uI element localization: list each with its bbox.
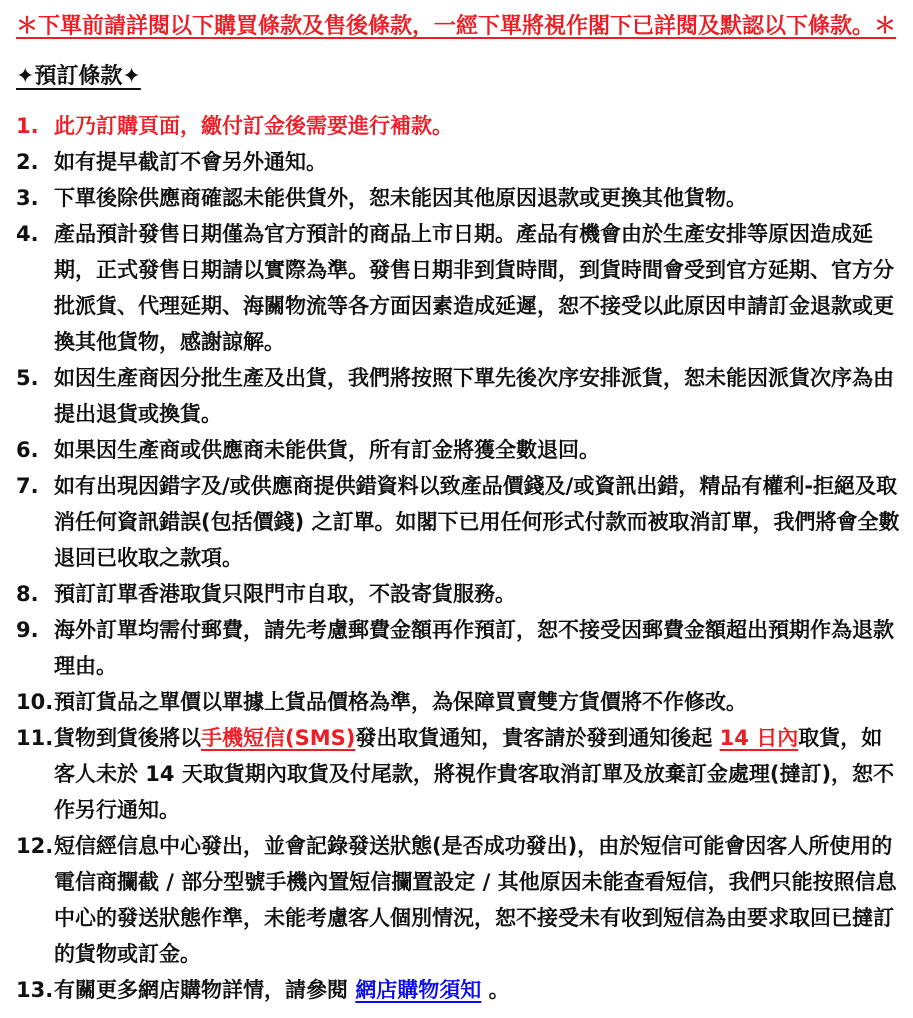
term-number: 13. xyxy=(16,978,54,1002)
term-text xyxy=(54,468,907,576)
term-segment: 如果因生產商或供應商未能供貨，所有訂金將獲全數退回。 xyxy=(54,438,600,462)
term-segment: 如有出現因錯字及/或供應商提供錯資料以致產品價錢及/或資訊出錯，精品有權利-拒絕及取消任何資訊錯誤(包括價錢) 之訂單。如閣下已用任何形式付款而被取消訂單，我們將會全數退回已收取之款項。 xyxy=(54,474,900,570)
term-segment: 取貨，如客人未於 14 天取貨期內取貨及付尾款，將視作貴客取消訂單及放棄訂金處理(撻訂)，恕不作另行通知。 xyxy=(54,726,895,822)
term-number: 9. xyxy=(16,618,39,642)
term-text xyxy=(54,216,907,360)
term-item xyxy=(6,468,907,576)
term-segment: 下單後除供應商確認未能供貨外，恕未能因其他原因退款或更換其他貨物。 xyxy=(54,186,747,210)
section-title: ✦預訂條款✦ xyxy=(16,64,141,89)
term-segment: 有關更多網店購物詳情，請參閱 xyxy=(54,978,356,1002)
term-segment: 此乃訂購頁面，繳付訂金後需要進行補款。 xyxy=(54,114,453,138)
term-item xyxy=(6,720,907,828)
term-number: 3. xyxy=(16,186,39,210)
term-text xyxy=(54,972,907,1008)
term-item xyxy=(6,432,907,468)
term-segment: 如因生產商因分批生產及出貨，我們將按照下單先後次序安排派貨，恕未能因派貨次序為由提出退貨或換貨。 xyxy=(54,366,894,426)
term-item xyxy=(6,576,907,612)
term-segment: 如有提早截訂不會另外通知。 xyxy=(54,150,327,174)
term-segment: 貨物到貨後將以 xyxy=(54,726,201,750)
term-text xyxy=(54,576,907,612)
term-text xyxy=(54,828,907,972)
term-item xyxy=(6,612,907,684)
term-segment: 14 日內 xyxy=(719,726,799,750)
term-number: 11. xyxy=(16,726,54,750)
term-segment: 短信經信息中心發出，並會記錄發送狀態(是否成功發出)，由於短信可能會因客人所使用的電信商攔截 / 部分型號手機內置短信攔置設定 / 其他原因未能查看短信，我們只能按照信息中心的發送狀態作準，未能考慮客人個別情況，恕不接受未有收到短信為由要求取回已撻訂的貨物或訂金。 xyxy=(54,834,897,966)
term-text xyxy=(54,180,907,216)
term-number: 5. xyxy=(16,366,39,390)
term-item xyxy=(6,972,907,1008)
term-number: 6. xyxy=(16,438,39,462)
term-segment: 產品預計發售日期僅為官方預計的商品上市日期。產品有機會由於生產安排等原因造成延期，正式發售日期請以實際為準。發售日期非到貨時間，到貨時間會受到官方延期、官方分批派貨、代理延期、海關物流等各方面因素造成延遲，恕不接受以此原因申請訂金退款或更換其他貨物，感謝諒解。 xyxy=(54,222,894,354)
term-segment: 預訂貨品之單價以單據上貨品價格為準，為保障買賣雙方貨價將不作修改。 xyxy=(54,690,747,714)
term-item xyxy=(6,360,907,432)
term-text xyxy=(54,108,907,144)
term-item xyxy=(6,684,907,720)
term-item xyxy=(6,216,907,360)
term-segment: 海外訂單均需付郵費，請先考慮郵費金額再作預訂，恕不接受因郵費金額超出預期作為退款理由。 xyxy=(54,618,894,678)
term-text xyxy=(54,684,907,720)
term-text xyxy=(54,360,907,432)
term-segment: 手機短信(SMS) xyxy=(201,726,356,750)
term-text xyxy=(54,432,907,468)
term-number: 4. xyxy=(16,222,39,246)
notice-header: ＊下單前請詳閱以下購買條款及售後條款，一經下單將視作閣下已詳閱及默認以下條款。＊ xyxy=(16,14,897,39)
term-segment: 。 xyxy=(481,978,510,1002)
term-number: 10. xyxy=(16,690,54,714)
term-item xyxy=(6,828,907,972)
term-number: 12. xyxy=(16,834,54,858)
term-segment: 發出取貨通知，貴客請於發到通知後起 xyxy=(355,726,720,750)
term-number: 8. xyxy=(16,582,39,606)
term-item xyxy=(6,180,907,216)
term-text xyxy=(54,144,907,180)
term-number: 7. xyxy=(16,474,39,498)
preorder-terms-page xyxy=(6,12,907,1008)
term-segment: 預訂訂單香港取貨只限門市自取，不設寄貨服務。 xyxy=(54,582,516,606)
term-number: 1. xyxy=(16,114,39,138)
term-item xyxy=(6,144,907,180)
term-text xyxy=(54,612,907,684)
term-text xyxy=(54,720,907,828)
term-item xyxy=(6,108,907,144)
shop-guide-link[interactable]: 網店購物須知 xyxy=(355,978,482,1002)
term-number: 2. xyxy=(16,150,39,174)
terms-list xyxy=(6,108,907,1008)
